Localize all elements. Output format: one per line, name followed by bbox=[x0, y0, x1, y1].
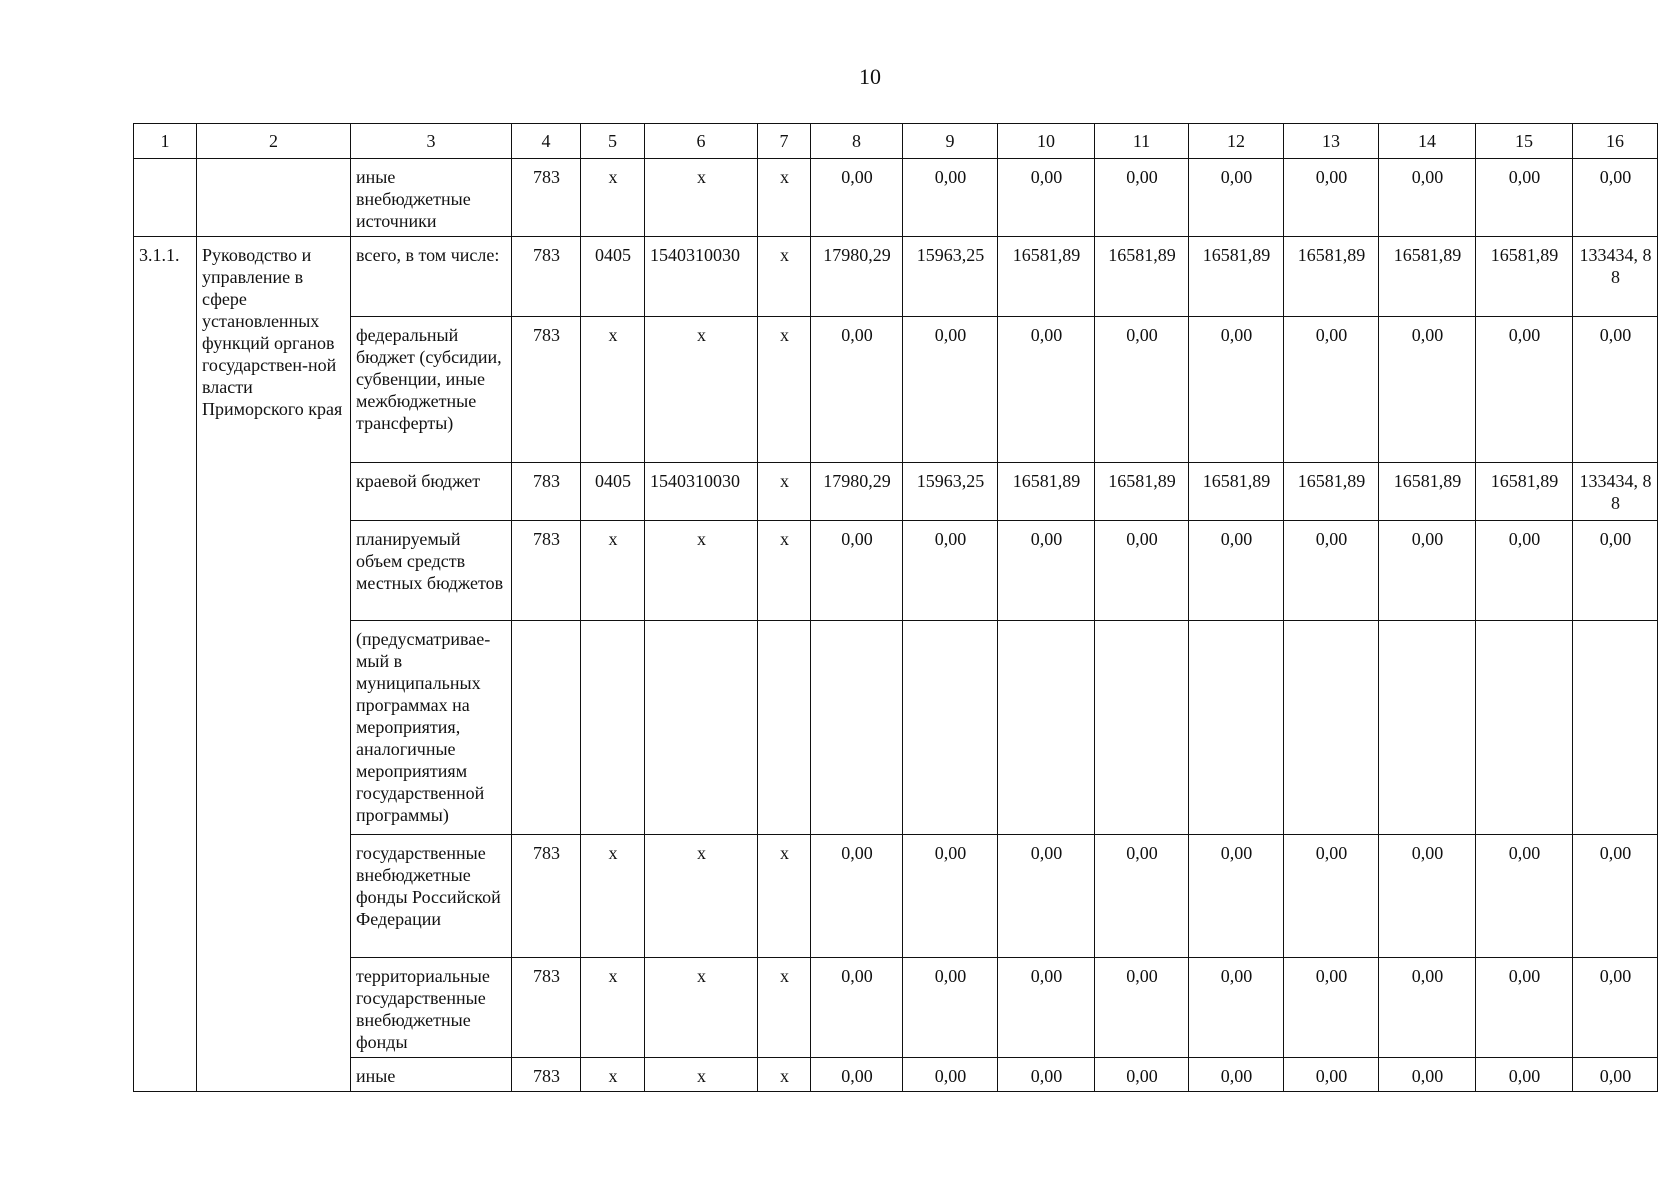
table-row bbox=[134, 521, 1658, 621]
value-cell: 0,00 bbox=[811, 521, 903, 621]
value-cell: 0,00 bbox=[1476, 521, 1573, 621]
cell-c6: x bbox=[645, 835, 758, 958]
value-cell: 0,00 bbox=[1284, 1058, 1379, 1092]
value-cell: 0,00 bbox=[998, 1058, 1095, 1092]
cell-c5: x bbox=[581, 159, 645, 237]
cell-c7: x bbox=[758, 1058, 811, 1092]
value-cell: 0,00 bbox=[1284, 159, 1379, 237]
cell-c6: x bbox=[645, 159, 758, 237]
value-cell: 0,00 bbox=[998, 958, 1095, 1058]
source-cell: планируемый объем средств местных бюджетов bbox=[351, 521, 512, 621]
value-cell: 0,00 bbox=[1189, 159, 1284, 237]
value-cell: 0,00 bbox=[1284, 521, 1379, 621]
cell-c6: x bbox=[645, 317, 758, 463]
value-cell: 133434, 88 bbox=[1573, 463, 1658, 521]
value-cell: 16581,89 bbox=[1284, 237, 1379, 317]
value-cell: 0,00 bbox=[998, 159, 1095, 237]
value-cell: 0,00 bbox=[1476, 958, 1573, 1058]
header-cell: 6 bbox=[645, 124, 758, 159]
cell-c6: 1540310030 bbox=[645, 237, 758, 317]
section-name-cell bbox=[197, 159, 351, 237]
value-cell: 0,00 bbox=[1573, 317, 1658, 463]
cell-c4: 783 bbox=[512, 463, 581, 521]
header-cell: 4 bbox=[512, 124, 581, 159]
value-cell: 0,00 bbox=[998, 521, 1095, 621]
value-cell bbox=[811, 621, 903, 835]
header-cell: 2 bbox=[197, 124, 351, 159]
cell-c6: x bbox=[645, 521, 758, 621]
value-cell: 0,00 bbox=[1189, 1058, 1284, 1092]
value-cell: 0,00 bbox=[1379, 159, 1476, 237]
cell-c6 bbox=[645, 621, 758, 835]
cell-c4: 783 bbox=[512, 521, 581, 621]
source-cell: государственные внебюджетные фонды Российской Федерации bbox=[351, 835, 512, 958]
cell-c5: x bbox=[581, 317, 645, 463]
value-cell: 16581,89 bbox=[998, 237, 1095, 317]
value-cell: 0,00 bbox=[1476, 1058, 1573, 1092]
page-number: 10 bbox=[859, 64, 881, 89]
value-cell: 0,00 bbox=[1189, 521, 1284, 621]
value-cell: 16581,89 bbox=[1379, 463, 1476, 521]
value-cell: 0,00 bbox=[998, 835, 1095, 958]
header-cell: 13 bbox=[1284, 124, 1379, 159]
table-row bbox=[134, 835, 1658, 958]
value-cell bbox=[1573, 621, 1658, 835]
value-cell: 0,00 bbox=[903, 835, 998, 958]
value-cell: 0,00 bbox=[1189, 835, 1284, 958]
table-row bbox=[134, 1058, 1658, 1092]
value-cell bbox=[1095, 621, 1189, 835]
cell-c5: x bbox=[581, 835, 645, 958]
header-cell: 9 bbox=[903, 124, 998, 159]
value-cell: 16581,89 bbox=[1189, 463, 1284, 521]
source-cell: территориальные государственные внебюджетные фонды bbox=[351, 958, 512, 1058]
cell-c6: x bbox=[645, 958, 758, 1058]
section-name: Руководство и управление в сфере установленных функций органов государствен-ной власти Приморского края bbox=[197, 237, 351, 1092]
value-cell: 0,00 bbox=[1573, 835, 1658, 958]
value-cell: 0,00 bbox=[1095, 1058, 1189, 1092]
cell-c7: x bbox=[758, 835, 811, 958]
cell-c7: x bbox=[758, 159, 811, 237]
value-cell: 0,00 bbox=[1573, 958, 1658, 1058]
source-cell: краевой бюджет bbox=[351, 463, 512, 521]
cell-c4: 783 bbox=[512, 159, 581, 237]
table-row bbox=[134, 237, 1658, 317]
cell-c4: 783 bbox=[512, 1058, 581, 1092]
cell-c6: x bbox=[645, 1058, 758, 1092]
cell-c7: x bbox=[758, 521, 811, 621]
cell-c5: x bbox=[581, 1058, 645, 1092]
value-cell: 0,00 bbox=[1095, 835, 1189, 958]
value-cell: 0,00 bbox=[811, 159, 903, 237]
header-cell: 1 bbox=[134, 124, 197, 159]
value-cell: 0,00 bbox=[1379, 317, 1476, 463]
value-cell: 0,00 bbox=[903, 521, 998, 621]
table-row bbox=[134, 317, 1658, 463]
source-cell: федеральный бюджет (субсидии, субвенции, иные межбюджетные трансферты) bbox=[351, 317, 512, 463]
value-cell: 0,00 bbox=[1284, 835, 1379, 958]
header-cell: 11 bbox=[1095, 124, 1189, 159]
source-cell: иные внебюджетные источники bbox=[351, 159, 512, 237]
cell-c4: 783 bbox=[512, 317, 581, 463]
value-cell: 0,00 bbox=[1573, 1058, 1658, 1092]
section-code-cell bbox=[134, 159, 197, 237]
value-cell: 0,00 bbox=[1095, 317, 1189, 463]
value-cell: 0,00 bbox=[1095, 159, 1189, 237]
cell-c7: x bbox=[758, 317, 811, 463]
value-cell: 0,00 bbox=[1476, 317, 1573, 463]
value-cell: 0,00 bbox=[1095, 521, 1189, 621]
value-cell: 16581,89 bbox=[1189, 237, 1284, 317]
table-row bbox=[134, 463, 1658, 521]
value-cell bbox=[1284, 621, 1379, 835]
source-cell: всего, в том числе: bbox=[351, 237, 512, 317]
cell-c6: 1540310030 bbox=[645, 463, 758, 521]
value-cell: 0,00 bbox=[903, 1058, 998, 1092]
value-cell: 16581,89 bbox=[1476, 463, 1573, 521]
source-cell: (предусматривае-мый в муниципальных программах на мероприятия, аналогичные мероприятиям государственной программы) bbox=[351, 621, 512, 835]
cell-c4: 783 bbox=[512, 958, 581, 1058]
header-cell: 16 bbox=[1573, 124, 1658, 159]
value-cell: 0,00 bbox=[1095, 958, 1189, 1058]
value-cell bbox=[1189, 621, 1284, 835]
cell-c4: 783 bbox=[512, 835, 581, 958]
value-cell: 16581,89 bbox=[998, 463, 1095, 521]
value-cell: 0,00 bbox=[811, 835, 903, 958]
header-row bbox=[134, 124, 1658, 159]
value-cell: 0,00 bbox=[1379, 521, 1476, 621]
value-cell: 0,00 bbox=[998, 317, 1095, 463]
value-cell: 0,00 bbox=[1476, 835, 1573, 958]
value-cell: 16581,89 bbox=[1379, 237, 1476, 317]
header-cell: 15 bbox=[1476, 124, 1573, 159]
value-cell: 15963,25 bbox=[903, 237, 998, 317]
table-row bbox=[134, 958, 1658, 1058]
value-cell: 0,00 bbox=[811, 1058, 903, 1092]
value-cell: 0,00 bbox=[1379, 1058, 1476, 1092]
value-cell: 133434, 88 bbox=[1573, 237, 1658, 317]
value-cell: 0,00 bbox=[1284, 958, 1379, 1058]
source-cell: иные bbox=[351, 1058, 512, 1092]
value-cell: 0,00 bbox=[1476, 159, 1573, 237]
value-cell: 16581,89 bbox=[1284, 463, 1379, 521]
value-cell: 0,00 bbox=[1189, 317, 1284, 463]
value-cell bbox=[998, 621, 1095, 835]
cell-c5: 0405 bbox=[581, 463, 645, 521]
value-cell: 0,00 bbox=[811, 317, 903, 463]
section-code: 3.1.1. bbox=[134, 237, 197, 1092]
value-cell bbox=[1476, 621, 1573, 835]
cell-c5: 0405 bbox=[581, 237, 645, 317]
header-cell: 5 bbox=[581, 124, 645, 159]
header-cell: 12 bbox=[1189, 124, 1284, 159]
value-cell: 0,00 bbox=[903, 958, 998, 1058]
value-cell: 15963,25 bbox=[903, 463, 998, 521]
header-cell: 8 bbox=[811, 124, 903, 159]
cell-c5: x bbox=[581, 958, 645, 1058]
value-cell: 0,00 bbox=[1189, 958, 1284, 1058]
value-cell: 0,00 bbox=[1573, 521, 1658, 621]
value-cell: 0,00 bbox=[1573, 159, 1658, 237]
cell-c7 bbox=[758, 621, 811, 835]
value-cell: 0,00 bbox=[1284, 317, 1379, 463]
value-cell: 0,00 bbox=[811, 958, 903, 1058]
value-cell bbox=[903, 621, 998, 835]
table-row bbox=[134, 621, 1658, 835]
budget-table bbox=[133, 123, 1658, 1092]
header-cell: 3 bbox=[351, 124, 512, 159]
value-cell: 0,00 bbox=[1379, 835, 1476, 958]
cell-c4: 783 bbox=[512, 237, 581, 317]
header-cell: 10 bbox=[998, 124, 1095, 159]
value-cell: 16581,89 bbox=[1095, 463, 1189, 521]
value-cell: 16581,89 bbox=[1095, 237, 1189, 317]
cell-c7: x bbox=[758, 958, 811, 1058]
cell-c4 bbox=[512, 621, 581, 835]
header-cell: 14 bbox=[1379, 124, 1476, 159]
value-cell: 0,00 bbox=[903, 317, 998, 463]
cell-c5 bbox=[581, 621, 645, 835]
header-cell: 7 bbox=[758, 124, 811, 159]
value-cell: 0,00 bbox=[1379, 958, 1476, 1058]
cell-c7: x bbox=[758, 237, 811, 317]
value-cell: 17980,29 bbox=[811, 237, 903, 317]
value-cell: 16581,89 bbox=[1476, 237, 1573, 317]
cell-c5: x bbox=[581, 521, 645, 621]
value-cell bbox=[1379, 621, 1476, 835]
value-cell: 0,00 bbox=[903, 159, 998, 237]
value-cell: 17980,29 bbox=[811, 463, 903, 521]
cell-c7: x bbox=[758, 463, 811, 521]
table-row bbox=[134, 159, 1658, 237]
